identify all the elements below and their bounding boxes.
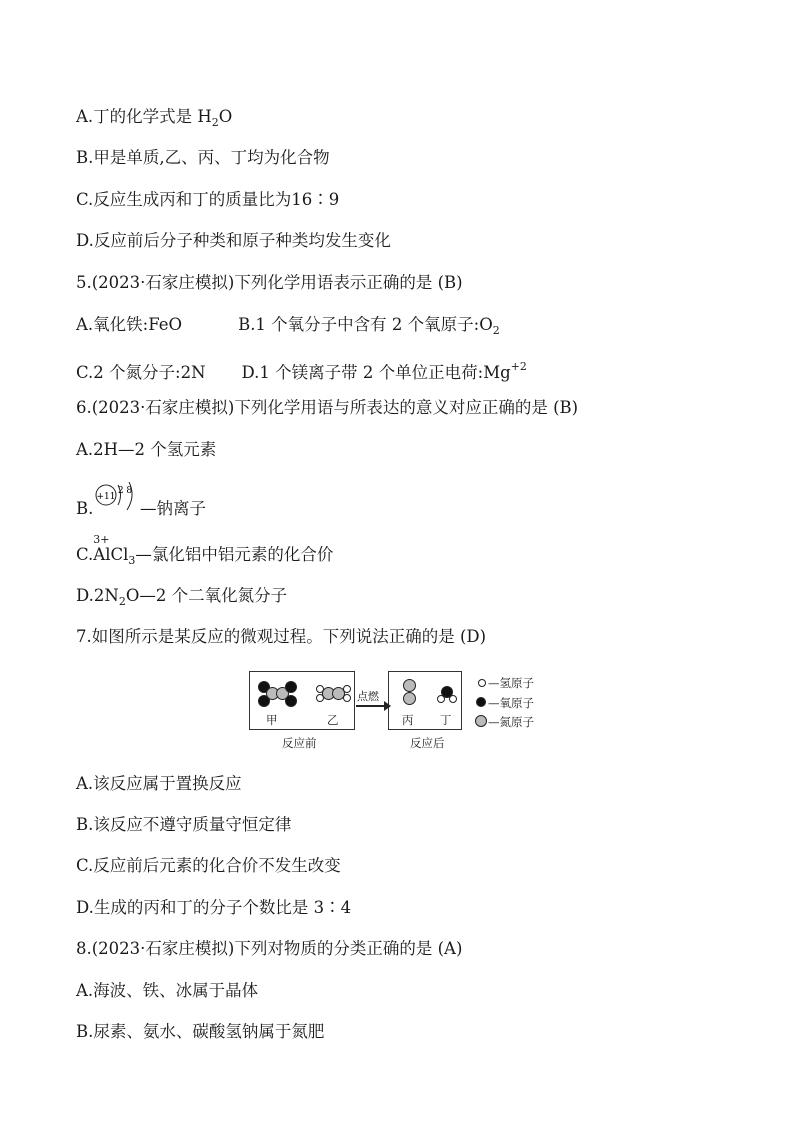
- legend-nitrogen-icon: [475, 715, 487, 727]
- q6-option-b-text: —钠离子: [140, 499, 206, 518]
- q5-options-row2: [76, 356, 527, 384]
- arrow-label: 点燃: [357, 690, 379, 703]
- q6-stem: 6.(2023·石家庄模拟)下列化学用语与所表达的意义对应正确的是 (B): [76, 398, 579, 417]
- label-jia: 甲: [266, 713, 278, 727]
- hydrogen-atom: [343, 694, 351, 702]
- label-ding: 丁: [440, 713, 452, 727]
- q5-options-row1: [76, 314, 500, 342]
- label-after: 反应后: [410, 736, 445, 750]
- nucleus-charge: +11: [96, 492, 116, 502]
- reaction-arrow: [356, 705, 386, 707]
- q5-option-d: D.1 个镁离子带 2 个单位正电荷$:Mg^{+2}$: [241, 360, 527, 382]
- label-before: 反应前: [282, 736, 317, 750]
- q8-option-b: B.尿素、氨水、碳酸氢钠属于氮肥: [76, 1022, 325, 1041]
- q7-option-d: D.生成的丙和丁的分子个数比是 3∶4: [76, 898, 352, 917]
- q4-option-b: B.甲是单质,乙、丙、丁均为化合物: [76, 148, 330, 167]
- q6-option-b: B.: [76, 499, 94, 518]
- q4-option-d: D.反应前后分子种类和原子种类均发生变化: [76, 231, 391, 250]
- legend-hydrogen-icon: [478, 679, 486, 687]
- arrow-head-icon: [384, 701, 391, 711]
- electron-shells: 2 8: [117, 486, 133, 496]
- nitrogen-atom: [403, 679, 416, 692]
- valence-mark: 3+: [93, 533, 110, 546]
- q6-option-a: A.2H—2 个氢元素: [76, 440, 217, 459]
- oxygen-atom: [285, 695, 297, 707]
- q5-option-b: B.1 个氧分子中含有 2 个氧原子$:O_2$: [238, 315, 500, 337]
- legend-oxygen-icon: [476, 697, 486, 707]
- q7-option-a: A.该反应属于置换反应: [76, 774, 242, 793]
- q5-stem: 5.(2023·石家庄模拟)下列化学用语表示正确的是 (B): [76, 273, 463, 292]
- legend-nitrogen-label: —氮原子: [488, 715, 534, 729]
- label-yi: 乙: [327, 713, 339, 727]
- q7-option-c: C.反应前后元素的化合价不发生改变: [76, 856, 341, 875]
- oxygen-atom: [285, 681, 297, 693]
- q4-option-a: A.丁的化学式是 $H_2O$: [76, 107, 233, 129]
- q5-option-c: C.2 个氮分子:2N: [76, 363, 206, 382]
- legend-oxygen-label: —氧原子: [488, 696, 534, 710]
- q6-option-d: $D.2N_2O—2$ 个二氧化氮分子: [76, 586, 288, 608]
- legend-hydrogen-label: —氢原子: [488, 676, 534, 690]
- hydrogen-atom: [437, 695, 445, 703]
- sodium-ion-structure-diagram: [94, 482, 142, 516]
- nitrogen-atom: [403, 692, 416, 705]
- q7-stem: 7.如图所示是某反应的微观过程。下列说法正确的是 (D): [76, 627, 487, 646]
- q7-option-b: B.该反应不遵守质量守恒定律: [76, 815, 292, 834]
- q4-option-c: C.反应生成丙和丁的质量比为16∶9: [76, 190, 340, 209]
- hydrogen-atom: [343, 685, 351, 693]
- q6-option-c: C. 3+ AlCl$_3$—氯化铝中铝元素的化合价: [76, 544, 333, 572]
- q8-option-a: A.海波、铁、冰属于晶体: [76, 981, 259, 1000]
- q8-stem: 8.(2023·石家庄模拟)下列对物质的分类正确的是 (A): [76, 939, 463, 958]
- label-bing: 丙: [402, 713, 414, 727]
- hydrogen-atom: [449, 695, 457, 703]
- q5-option-a: A.氧化铁:FeO: [76, 315, 183, 334]
